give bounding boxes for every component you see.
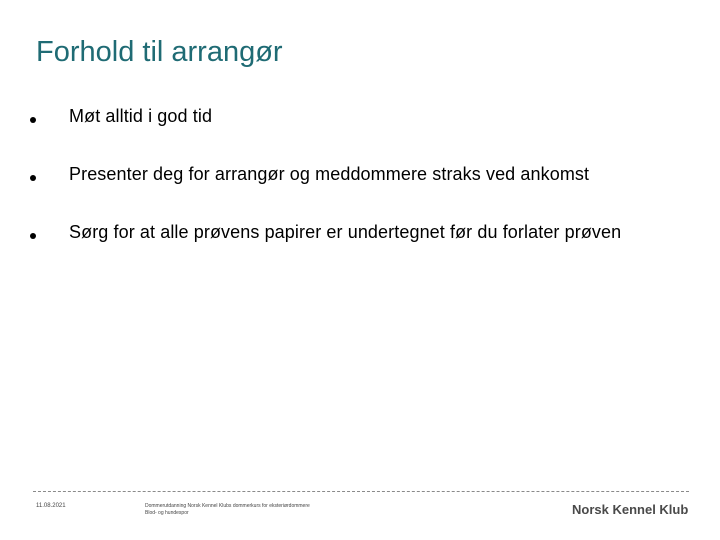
bullet-item — [30, 164, 700, 222]
footer-note — [145, 503, 405, 517]
bullet-text: Presenter deg for arrangør og meddommere straks ved ankomst — [69, 164, 590, 184]
bullet-text: Sørg for at alle prøvens papirer er undertegnet før du forlater prøven — [69, 222, 622, 242]
bullet-dot-icon — [30, 117, 36, 123]
footer-divider — [33, 491, 689, 492]
bullet-list — [30, 106, 700, 280]
bullet-item — [30, 222, 700, 280]
nkk-logo: Norsk Kennel Klub — [572, 502, 689, 517]
bullet-dot-icon — [30, 233, 36, 239]
bullet-text: Møt alltid i god tid — [69, 106, 213, 126]
footer-note-line: Blod- og hundespor — [145, 510, 189, 516]
footer-note-line: Dommerutdanning Norsk Kennel Klubs dommerkurs for eksteriørdommere — [145, 503, 310, 509]
bullet-item — [30, 106, 700, 164]
bullet-dot-icon — [30, 175, 36, 181]
slide-title: Forhold til arrangør — [36, 36, 283, 68]
footer-date: 11.08.2021 — [36, 503, 66, 509]
